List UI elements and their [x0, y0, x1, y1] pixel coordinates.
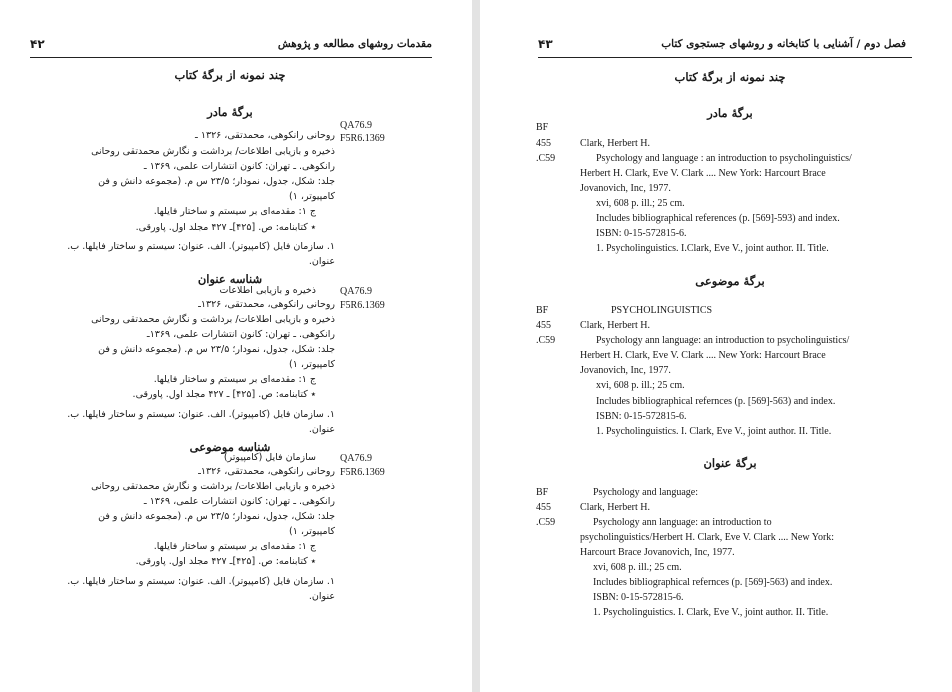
- card-line: Psychology ann language: an introduction to psycholinguistics/: [596, 335, 850, 346]
- card-line: روحانی رانکوهی، محمدتقی، ۱۳۲۶ـ: [198, 299, 335, 310]
- card-line: 1. Psycholinguistics. I. Clark, Eve V., joint author. II. Title.: [596, 426, 832, 437]
- card-line: ۱. سازمان فایل (کامپیوتر). الف. عنوان: سیستم و ساختار فایلها. ب.: [67, 576, 335, 587]
- card-heading: برگهٔ مادر: [207, 105, 253, 119]
- card-line: Psychology ann language: an introduction to: [593, 517, 772, 528]
- card-line: ٭ کتابنامه: ص. [۴۲۵]ـ ۴۲۷ مجلد اول. پاورقی.: [135, 222, 316, 233]
- call-number: 455: [536, 502, 551, 513]
- section-title: چند نمونه از برگهٔ کتاب: [174, 68, 286, 82]
- card-line: جلد: شکل، جدول، نمودار؛ ۲۳/۵ س م. (مجموعه دانش و فن: [98, 176, 335, 187]
- page-gutter: [472, 0, 480, 692]
- call-number: .C59: [536, 517, 556, 528]
- card-line: Clark, Herbert H.: [580, 502, 650, 513]
- card-line: Jovanovich, Inc, 1977.: [580, 365, 671, 376]
- card-heading: شناسه موضوعی: [189, 440, 271, 454]
- call-number: 455: [536, 320, 551, 331]
- call-number: F5R6.1369: [340, 467, 385, 478]
- card-line: Includes bibliographical refernces (p. [569]-563) and index.: [596, 396, 836, 407]
- card-line: Clark, Herbert H.: [580, 138, 650, 149]
- card-line: xvi, 608 p. ill.; 25 cm.: [596, 380, 685, 391]
- call-number: 455: [536, 138, 551, 149]
- card-heading: برگهٔ عنوان: [703, 456, 757, 470]
- call-number: BF: [536, 487, 549, 498]
- card-line: روحانی رانکوهی، محمدتقی، ۱۳۲۶ـ: [198, 466, 335, 477]
- card-line: Jovanovich, Inc, 1977.: [580, 183, 671, 194]
- card-line: سازمان فایل (کامپیوتر): [223, 452, 316, 463]
- card-line: ISBN: 0-15-572815-6.: [593, 592, 684, 603]
- call-number: QA76.9: [340, 120, 372, 131]
- call-number: BF: [536, 122, 549, 133]
- right-page: [480, 0, 952, 692]
- call-number: F5R6.1369: [340, 133, 385, 144]
- card-line: xvi, 608 p. ill.; 25 cm.: [596, 198, 685, 209]
- card-line: عنوان.: [308, 424, 335, 435]
- card-heading: شناسه عنوان: [197, 272, 263, 286]
- call-number: .C59: [536, 153, 556, 164]
- card-line: Psychology and language:: [593, 487, 698, 498]
- card-line: ج ۱: مقدمه‌ای بر سیستم و ساختار فایلها.: [153, 541, 316, 552]
- card-line: Harcourt Brace Jovanovich, Inc, 1977.: [580, 547, 735, 558]
- left-page: [0, 0, 472, 692]
- card-line: کامپیوتر، ۱): [289, 191, 335, 202]
- card-line: ISBN: 0-15-572815-6.: [596, 228, 687, 239]
- card-line: Psychology and language : an introduction to psycholinguistics/: [596, 153, 852, 164]
- section-title: چند نمونه از برگهٔ کتاب: [674, 70, 786, 84]
- card-line: ذخیره و بازیابی اطلاعات: [219, 285, 316, 296]
- card-heading: برگهٔ مادر: [707, 106, 753, 120]
- page-number: ۴۲: [30, 37, 45, 51]
- card-line: PSYCHOLINGUISTICS: [611, 305, 713, 316]
- card-line: 1. Psycholinguistics. I.Clark, Eve V., joint author. II. Title.: [596, 243, 829, 254]
- card-line: رانکوهی. ـ تهران: کانون انتشارات علمی، ۱۳۶۹ ـ: [143, 161, 335, 172]
- card-line: ذخیره و بازیابی اطلاعات/ برداشت و نگارش محمدتقی روحانی: [91, 481, 335, 492]
- card-line: روحانی رانکوهی، محمدتقی، ۱۳۲۶ ـ: [195, 130, 335, 141]
- card-line: Clark, Herbert H.: [580, 320, 650, 331]
- header-rule: [538, 57, 912, 58]
- call-number: BF: [536, 305, 549, 316]
- running-header-title: فصل دوم / آشنایی با کتابخانه و روشهای جستجوی کتاب: [661, 38, 906, 50]
- card-line: عنوان.: [308, 591, 335, 602]
- card-line: Herbert H. Clark, Eve V. Clark .... New York: Harcourt Brace: [580, 350, 826, 361]
- header-rule: [30, 57, 432, 58]
- card-line: ۱. سازمان فایل (کامپیوتر). الف. عنوان: سیستم و ساختار فایلها. ب.: [67, 409, 335, 420]
- card-line: ج ۱: مقدمه‌ای بر سیستم و ساختار فایلها.: [153, 206, 316, 217]
- card-line: ٭ کتابنامه: ص. [۴۲۵]ـ ۴۲۷ مجلد اول. پاورقی.: [135, 556, 316, 567]
- card-line: Includes bibliographical references (p. [569]-593) and index.: [596, 213, 840, 224]
- card-line: xvi, 608 p. ill.; 25 cm.: [593, 562, 682, 573]
- page-number: ۴۳: [538, 37, 553, 51]
- card-line: ISBN: 0-15-572815-6.: [596, 411, 687, 422]
- running-header-title: مقدمات روشهای مطالعه و پژوهش: [277, 38, 432, 50]
- card-line: ج ۱: مقدمه‌ای بر سیستم و ساختار فایلها.: [153, 374, 316, 385]
- card-line: 1. Psycholinguistics. I. Clark, Eve V., joint author. II. Title.: [593, 607, 829, 618]
- call-number: QA76.9: [340, 453, 372, 464]
- card-line: عنوان.: [308, 256, 335, 267]
- call-number: F5R6.1369: [340, 300, 385, 311]
- card-line: کامپیوتر، ۱): [289, 526, 335, 537]
- card-line: جلد: شکل، جدول، نمودار؛ ۲۳/۵ س م. (مجموعه دانش و فن: [98, 511, 335, 522]
- call-number: .C59: [536, 335, 556, 346]
- call-number: QA76.9: [340, 286, 372, 297]
- card-heading: برگهٔ موضوعی: [695, 274, 765, 288]
- card-line: ذخیره و بازیابی اطلاعات/ برداشت و نگارش محمدتقی روحانی: [91, 146, 335, 157]
- card-line: ۱. سازمان فایل (کامپیوتر). الف. عنوان: سیستم و ساختار فایلها. ب.: [67, 241, 335, 252]
- card-line: psycholinguistics/Herbert H. Clark, Eve V. Clark .... New York:: [580, 532, 835, 543]
- card-line: جلد: شکل، جدول، نمودار؛ ۲۳/۵ س م. (مجموعه دانش و فن: [98, 344, 335, 355]
- card-line: کامپیوتر، ۱): [289, 359, 335, 370]
- card-line: ٭ کتابنامه: ص. [۴۲۵] ـ ۴۲۷ مجلد اول. پاورقی.: [132, 389, 316, 400]
- card-line: ذخیره و بازیابی اطلاعات/ برداشت و نگارش محمدتقی روحانی: [91, 314, 335, 325]
- card-line: Includes bibliographical refernces (p. [569]-563) and index.: [593, 577, 833, 588]
- card-line: Herbert H. Clark, Eve V. Clark .... New York: Harcourt Brace: [580, 168, 826, 179]
- card-line: رانکوهی. ـ تهران: کانون انتشارات علمی، ۱۳۶۹ـ: [146, 329, 335, 340]
- card-line: رانکوهی. ـ تهران: کانون انتشارات علمی، ۱۳۶۹ ـ: [143, 496, 335, 507]
